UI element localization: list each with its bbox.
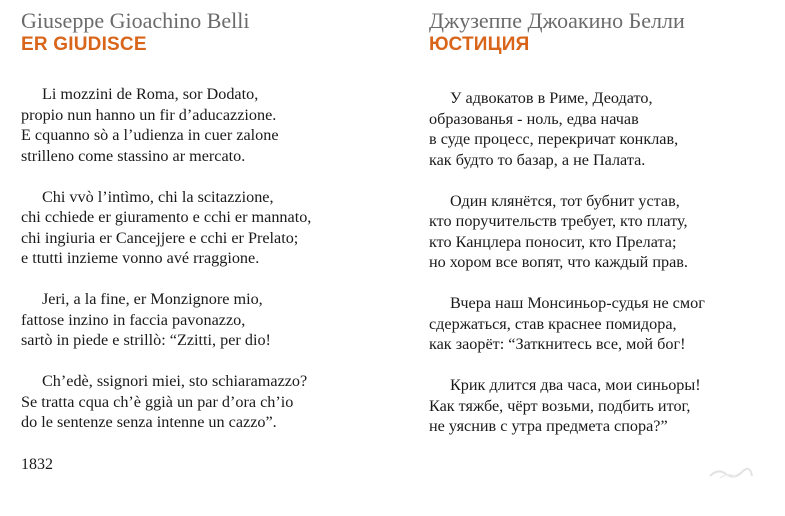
poem-line: chi ingiuria er Cancejjere e cchi er Prelato;	[21, 228, 299, 247]
poem-line: не уяснив с утра предмета спора?”	[429, 417, 668, 435]
poem-title-italian: ER GIUDISCE	[21, 34, 147, 55]
poem-line: Se tratta cqua ch’è ggià un par d’ora ch’io	[21, 392, 294, 411]
poem-line: Jeri, a la fine, er Monzignore mio,	[42, 290, 263, 308]
poem-line: Ch’edè, ssignori miei, sto schiaramazzo?	[42, 372, 308, 390]
poem-line: Как тяжбе, чёрт возьми, подбить итог,	[429, 396, 691, 415]
poem-line: propio nun hanno un fir d’aducazzione.	[21, 105, 277, 124]
right-header	[429, 8, 779, 56]
poem-line: E cquanno sò a l’udienza in cuer zalone	[21, 126, 279, 144]
left-header	[21, 8, 381, 56]
stanza-2	[21, 187, 311, 269]
poem-line: Один клянётся, тот бубнит устав,	[450, 191, 680, 210]
poem-line: кто поручительств требует, кто плату,	[429, 212, 688, 230]
poem-year: 1832	[21, 456, 53, 473]
poem-line: У адвокатов в Риме, Деодато,	[450, 89, 653, 107]
author-name-russian: Джузеппе Джоакино Белли	[429, 8, 685, 33]
poem-line: сдержаться, став краснее помидора,	[429, 314, 677, 333]
poem-italian	[21, 84, 311, 433]
poem-line: sartò in piede e strillò: “Zzitti, per dio!	[21, 331, 271, 349]
poem-line: Chi vvò l’intìmo, chi la scitazzione,	[42, 187, 274, 206]
stanza-4	[429, 375, 705, 437]
poem-line: strilleno come stassino ar mercato.	[21, 146, 246, 165]
poem-line: Крик длится два часа, мои синьоры!	[450, 376, 701, 394]
stanza-3	[429, 293, 705, 355]
poem-line: chi cchiede er giuramento e cchi er mannato,	[21, 208, 312, 226]
author-name-italian: Giuseppe Gioachino Belli	[21, 8, 250, 33]
poem-line: но хором все вопят, что каждый прав.	[429, 253, 688, 271]
stanza-4	[21, 371, 311, 433]
stanza-3	[21, 289, 311, 351]
poem-line: как будто то базар, а не Палата.	[429, 150, 646, 169]
poem-title-russian: ЮСТИЦИЯ	[429, 34, 530, 55]
poem-line: e ttutti inzieme vonno avé rraggione.	[21, 249, 260, 267]
poem-line: do le sentenze senza intenne un cazzo”.	[21, 413, 277, 431]
poem-line: образованья - ноль, едва начав	[429, 109, 639, 128]
faint-ornament-icon	[706, 462, 756, 482]
stanza-1	[429, 88, 705, 170]
stanza-1	[21, 84, 311, 166]
poem-line: как заорёт: “Заткнитесь все, мой бог!	[429, 335, 686, 353]
poem-line: Li mozzini de Roma, sor Dodato,	[42, 85, 259, 103]
poem-line: кто Канцлера поносит, кто Прелата;	[429, 232, 677, 251]
poem-line: fattose inzino in faccia pavonazzo,	[21, 310, 246, 329]
poem-line: Вчера наш Монсиньор-судья не смог	[450, 294, 705, 312]
poem-russian	[429, 88, 705, 437]
stanza-2	[429, 191, 705, 273]
poem-line: в суде процесс, перекричат конклав,	[429, 130, 679, 148]
